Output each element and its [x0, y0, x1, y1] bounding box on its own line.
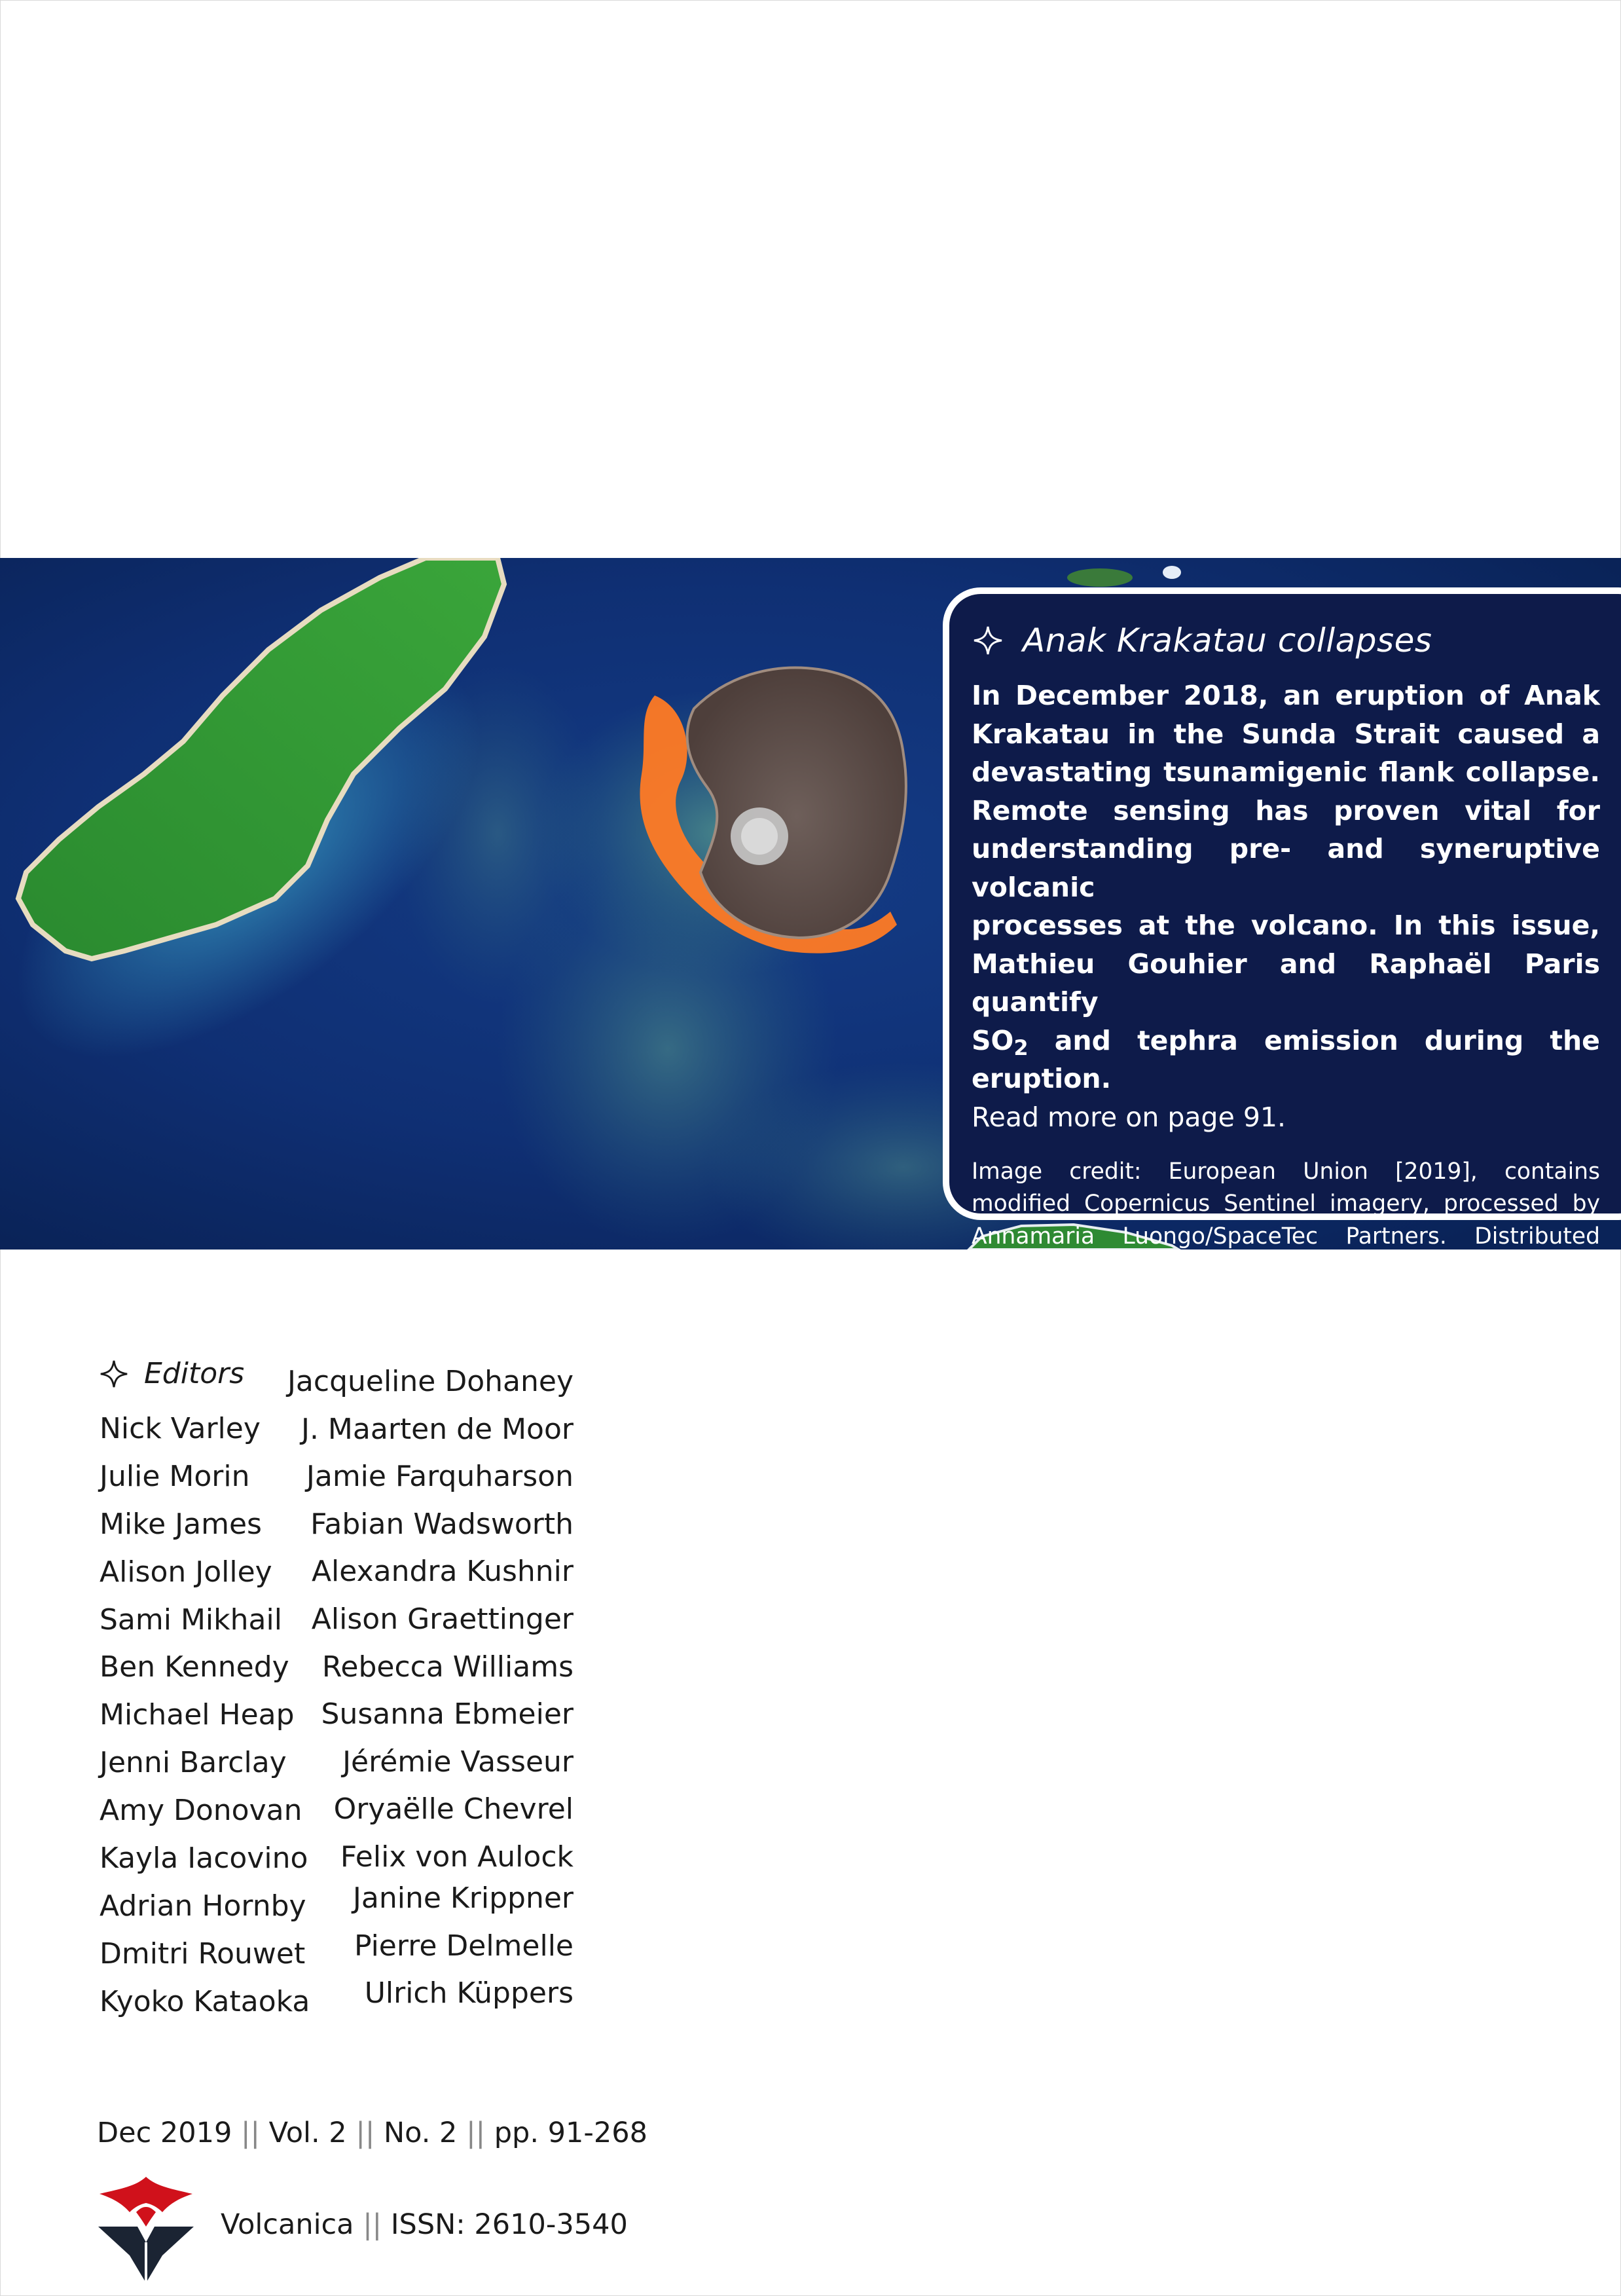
caption-body-last-text: and tephra emission during the eruption.: [972, 1024, 1600, 1094]
credit-line: under the terms of the Creative Commons Attribution: [972, 1255, 1600, 1282]
so2-formula-prefix: SO: [972, 1024, 1014, 1056]
caption-body-last-line: [972, 1022, 1600, 1098]
issue-volume: Vol. 2: [268, 2117, 347, 2149]
editors-left-column: [100, 1405, 310, 2026]
editor-name: Dmitri Rouwet: [100, 1936, 306, 1971]
caption-title: Anak Krakatau collapses: [1023, 621, 1432, 659]
editor-name: Jenni Barclay: [100, 1746, 287, 1780]
caption-body: [972, 676, 1600, 1098]
read-more-text: Read more on page 91.: [972, 1101, 1286, 1133]
editor-name: Jérémie Vasseur: [342, 1745, 574, 1779]
editor-name: Mike James: [100, 1507, 262, 1541]
caption-body-line: devastating tsunamigenic flank collapse.: [972, 756, 1600, 788]
issue-pages: pp. 91-268: [494, 2117, 647, 2149]
credit-line: Annamaria Luongo/SpaceTec Partners. Distributed: [972, 1223, 1600, 1250]
image-credit: [972, 1156, 1600, 1318]
separator: ||: [355, 2117, 375, 2149]
four-point-star-icon: [98, 1358, 130, 1390]
journal-info: [221, 2208, 628, 2241]
editor-name: Alison Jolley: [100, 1555, 272, 1589]
editor-name: Susanna Ebmeier: [321, 1697, 574, 1731]
separator: ||: [240, 2117, 260, 2149]
editors-heading: [98, 1357, 244, 1390]
editor-name: Sami Mikhail: [100, 1602, 282, 1637]
caption-body-line: Krakatau in the Sunda Strait caused a: [972, 718, 1600, 750]
cover-caption-box: [943, 587, 1621, 1314]
credit-line: Image credit: European Union [2019], contains: [972, 1158, 1600, 1185]
editor-name: Oryaëlle Chevrel: [333, 1792, 574, 1826]
editor-name: Jacqueline Dohaney: [287, 1365, 574, 1398]
caption-body-line: In December 2018, an eruption of Anak: [972, 680, 1600, 711]
caption-body-line: understanding pre- and syneruptive volcanic: [972, 833, 1600, 903]
editor-name: Adrian Hornby: [100, 1889, 306, 1923]
issue-info: [97, 2117, 647, 2149]
editor-name: Felix von Aulock: [340, 1840, 574, 1874]
credit-line: 4.0 International License.: [972, 1287, 1259, 1314]
editor-name: J. Maarten de Moor: [301, 1412, 574, 1446]
editor-name: Nick Varley: [100, 1412, 261, 1445]
caption-body-line: Remote sensing has proven vital for: [972, 794, 1600, 826]
editor-name: Ulrich Küppers: [364, 1976, 574, 2010]
editors-heading-label: Editors: [144, 1357, 245, 1390]
editor-name: Pierre Delmelle: [354, 1929, 574, 1963]
so2-formula-subscript: 2: [1013, 1035, 1029, 1060]
caption-body-line: processes at the volcano. In this issue,: [972, 910, 1600, 941]
editor-name: Janine Krippner: [352, 1881, 574, 1915]
caption-heading: [972, 618, 1621, 663]
issue-number: No. 2: [384, 2117, 458, 2149]
editor-name: Jamie Farquharson: [306, 1460, 574, 1494]
editor-name: Julie Morin: [100, 1459, 250, 1493]
separator: ||: [363, 2208, 382, 2241]
separator: ||: [466, 2117, 486, 2149]
editors-right-column: [287, 1358, 574, 2018]
issue-date: Dec 2019: [97, 2117, 232, 2149]
editor-name: Rebecca Williams: [321, 1650, 574, 1684]
volcanica-logo-icon: [97, 2174, 195, 2286]
editor-name: Fabian Wadsworth: [310, 1507, 574, 1541]
credit-line: modified Copernicus Sentinel imagery, processed by: [972, 1191, 1600, 1217]
editor-name: Michael Heap: [100, 1698, 295, 1732]
journal-issn: ISSN: 2610-3540: [390, 2208, 628, 2241]
editor-name: Kyoko Kataoka: [100, 1984, 310, 2018]
editor-name: Kayla Iacovino: [100, 1842, 308, 1876]
four-point-star-icon: [972, 624, 1004, 657]
editor-name: Alexandra Kushnir: [311, 1555, 574, 1589]
editor-name: Alison Graettinger: [311, 1602, 574, 1636]
editor-name: Ben Kennedy: [100, 1650, 289, 1684]
editor-name: Amy Donovan: [100, 1794, 302, 1828]
caption-body-line: Mathieu Gouhier and Raphaël Paris quantify: [972, 948, 1600, 1018]
journal-name: Volcanica: [221, 2208, 354, 2241]
